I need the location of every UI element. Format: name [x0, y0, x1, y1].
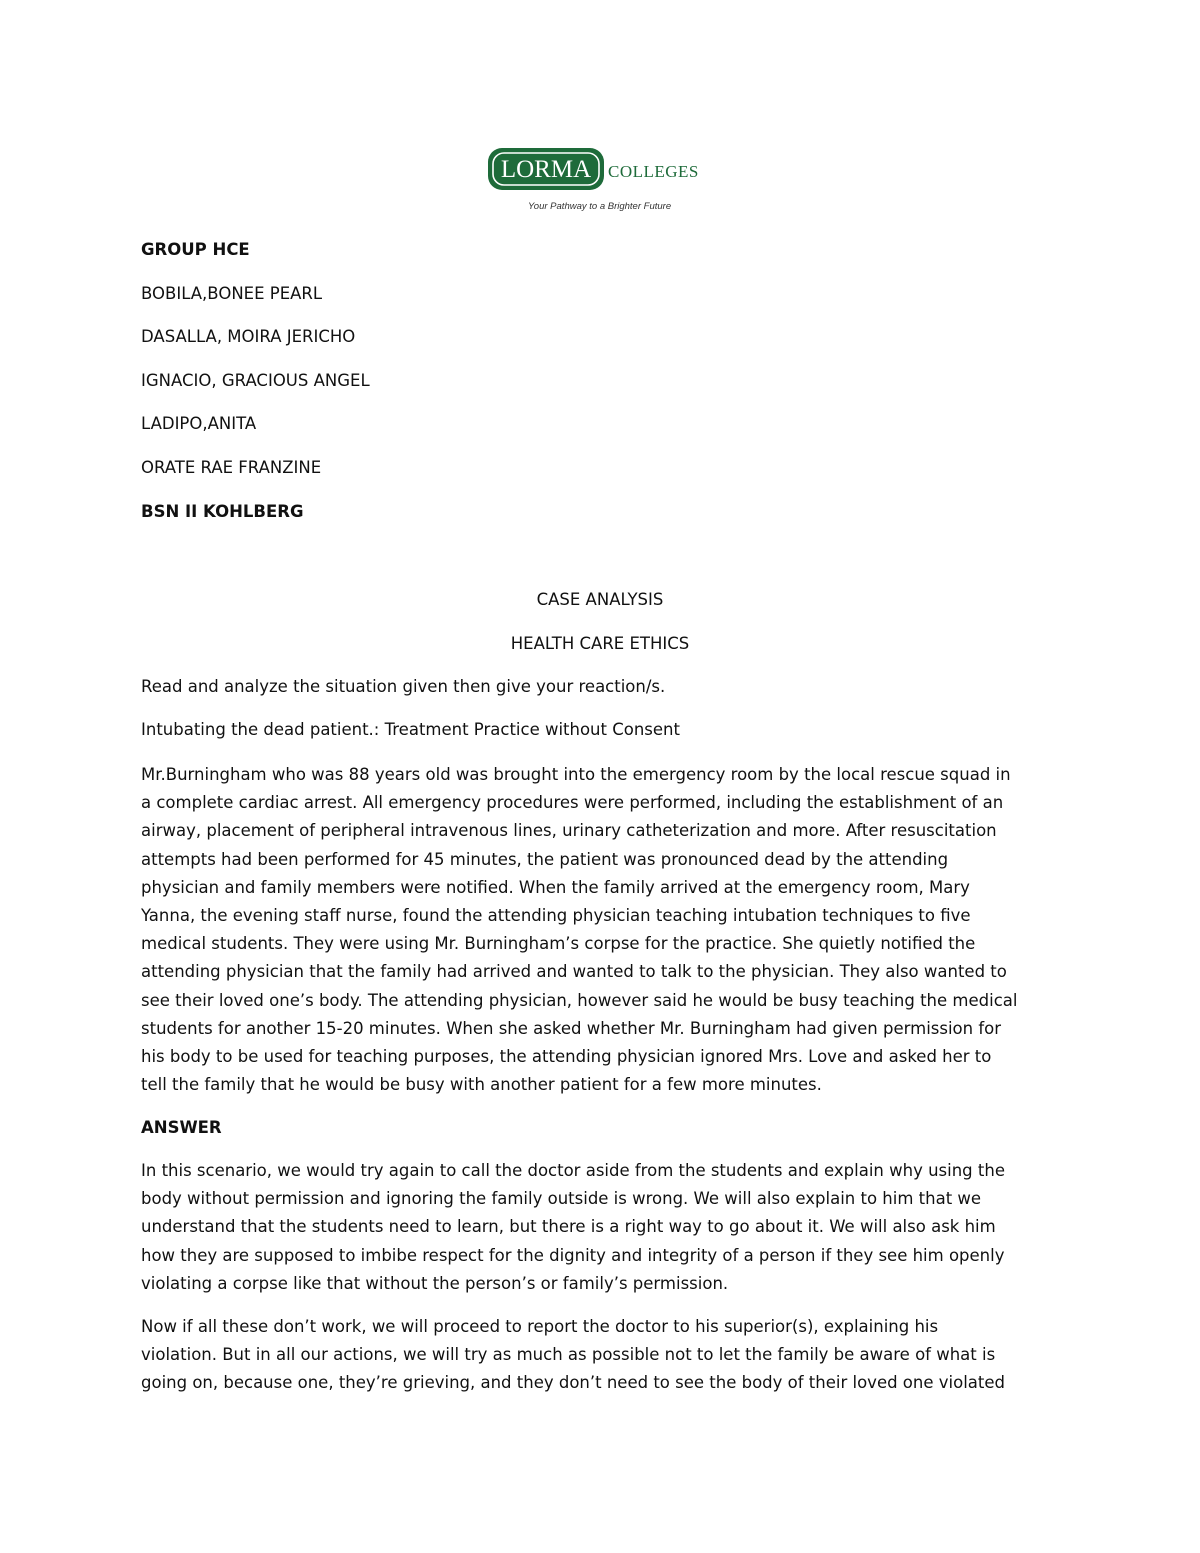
- answer-line: violating a corpse like that without the person’s or family’s permission.: [141, 1273, 729, 1293]
- answer-heading: ANSWER: [141, 1118, 222, 1137]
- case-line: medical students. They were using Mr. Burningham’s corpse for the practice. She quietly notified the: [141, 934, 976, 954]
- case-line: see their loved one’s body. The attending physician, however said he would be busy teaching the medical: [141, 990, 1018, 1010]
- answer-paragraph-2: [141, 1313, 1071, 1398]
- case-line: students for another 15-20 minutes. When she asked whether Mr. Burningham had given permission for: [141, 1018, 1002, 1038]
- member-3: IGNACIO, GRACIOUS ANGEL: [141, 371, 370, 390]
- group-name: GROUP HCE: [141, 240, 250, 259]
- answer-line: going on, because one, they’re grieving, and they don’t need to see the body of their loved one violated: [141, 1373, 1005, 1393]
- logo-brand-text: LORMA: [500, 156, 592, 183]
- member-2: DASALLA, MOIRA JERICHO: [141, 327, 356, 346]
- case-line: tell the family that he would be busy with another patient for a few more minutes.: [141, 1075, 822, 1095]
- section-name: BSN II KOHLBERG: [141, 502, 304, 521]
- member-1: BOBILA,BONEE PEARL: [141, 284, 323, 303]
- member-5: ORATE RAE FRANZINE: [141, 458, 322, 477]
- case-line: attempts had been performed for 45 minutes, the patient was pronounced dead by the attending: [141, 849, 949, 869]
- case-line: attending physician that the family had arrived and wanted to talk to the physician. They also wanted to: [141, 962, 1007, 982]
- answer-line: In this scenario, we would try again to call the doctor aside from the students and explain why using the: [141, 1161, 1005, 1180]
- case-line: Mr.Burningham who was 88 years old was brought into the emergency room by the local rescue squad in: [141, 765, 1011, 784]
- case-line: airway, placement of peripheral intravenous lines, urinary catheterization and more. After resuscitation: [141, 821, 997, 841]
- answer-line: understand that the students need to learn, but there is a right way to go about it. We will also ask him: [141, 1217, 996, 1237]
- case-title: Intubating the dead patient.: Treatment Practice without Consent: [141, 720, 680, 739]
- title-case-analysis: CASE ANALYSIS: [536, 590, 664, 609]
- member-4: LADIPO,ANITA: [141, 414, 257, 433]
- answer-line: Now if all these don’t work, we will proceed to report the doctor to his superior(s), explaining his: [141, 1317, 939, 1336]
- answer-line: how they are supposed to imbibe respect for the dignity and integrity of a person if they see him openly: [141, 1245, 1005, 1265]
- answer-line: violation. But in all our actions, we will try as much as possible not to let the family be aware of what is: [141, 1345, 996, 1365]
- logo-tagline: Your Pathway to a Brighter Future: [528, 201, 672, 212]
- case-line: a complete cardiac arrest. All emergency procedures were performed, including the establishment of an: [141, 793, 1004, 813]
- answer-paragraph-1: [141, 1157, 1071, 1298]
- lorma-colleges-logo: [486, 146, 718, 214]
- case-line: Yanna, the evening staff nurse, found the attending physician teaching intubation techniques to five: [141, 906, 971, 926]
- case-paragraph: [141, 761, 1071, 1099]
- logo-colleges-text: COLLEGES: [608, 162, 699, 181]
- instruction-text: Read and analyze the situation given then give your reaction/s.: [141, 677, 666, 696]
- case-line: his body to be used for teaching purposes, the attending physician ignored Mrs. Love and asked her to: [141, 1047, 992, 1067]
- case-line: physician and family members were notified. When the family arrived at the emergency room, Mary: [141, 877, 970, 897]
- title-health-care-ethics: HEALTH CARE ETHICS: [510, 634, 690, 653]
- answer-line: body without permission and ignoring the family outside is wrong. We will also explain to him that we: [141, 1189, 982, 1209]
